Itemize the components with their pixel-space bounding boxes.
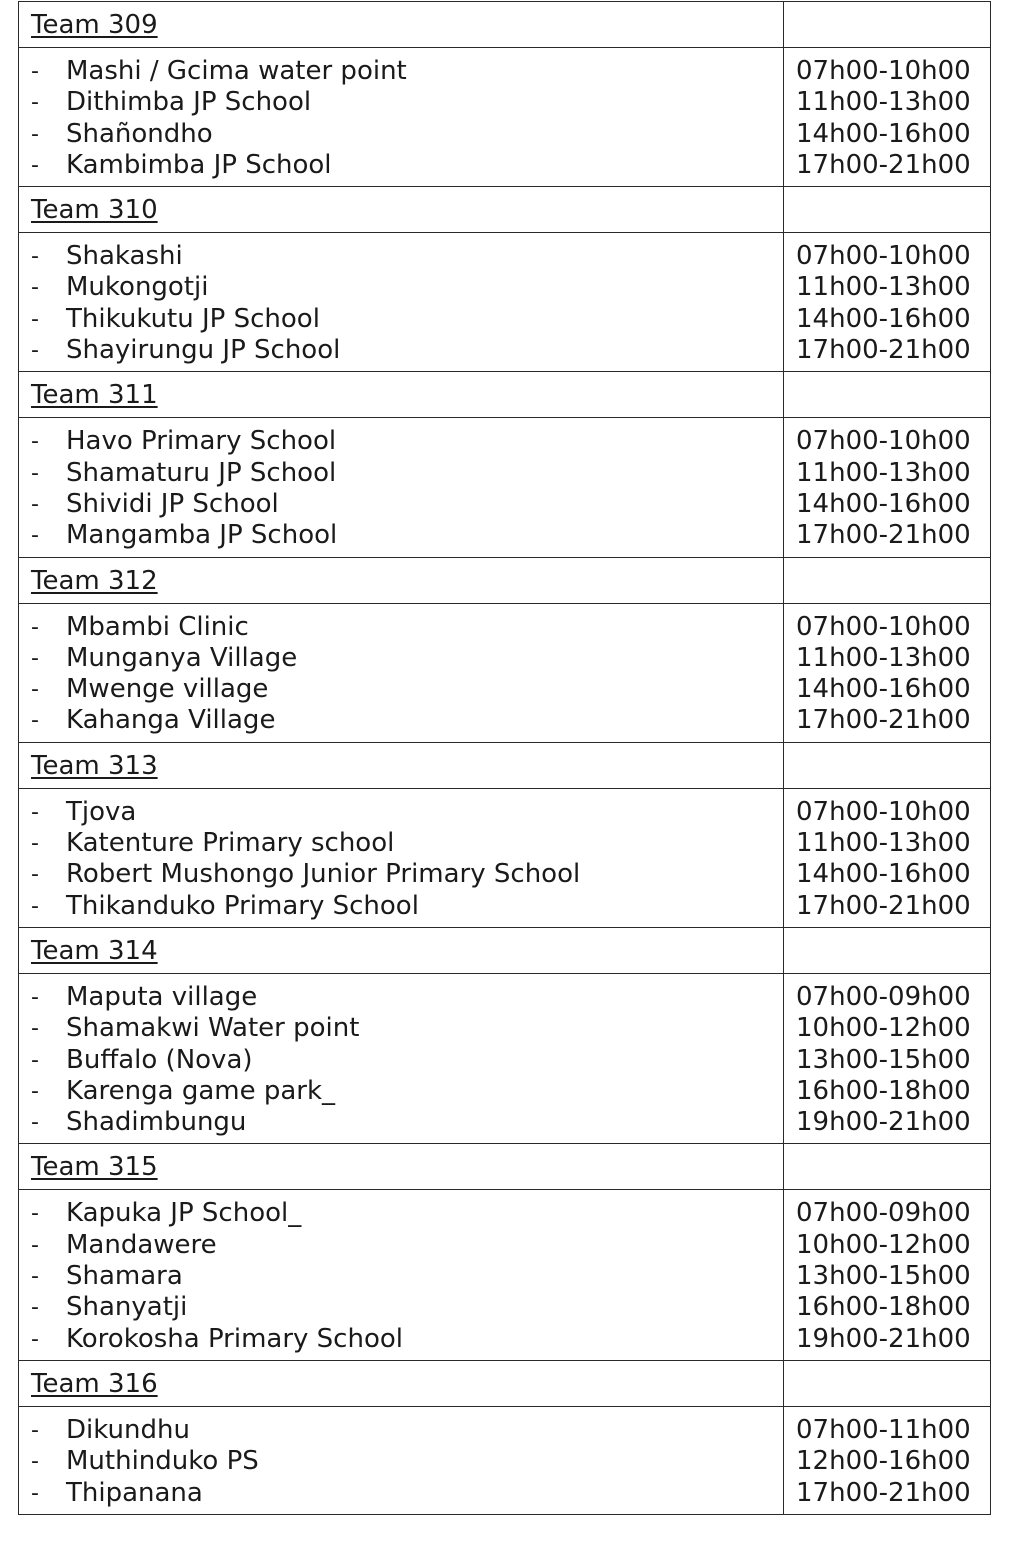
location-item xyxy=(19,272,783,303)
time-slot: 16h00-18h00 xyxy=(796,1075,971,1106)
time-slot: 17h00-21h00 xyxy=(796,1477,971,1508)
location-item xyxy=(19,1107,783,1138)
time-slot: 14h00-16h00 xyxy=(796,303,971,334)
locations-cell xyxy=(19,788,784,927)
team-header-row xyxy=(19,187,991,233)
team-schedule-row xyxy=(19,973,991,1143)
location-item xyxy=(19,119,783,150)
location-name: Maputa village xyxy=(66,981,258,1012)
time-slot: 14h00-16h00 xyxy=(796,118,971,149)
dash-bullet: - xyxy=(31,90,39,116)
location-item xyxy=(19,1446,783,1477)
team-header-row xyxy=(19,2,991,48)
location-name: Mashi / Gcima water point xyxy=(66,56,407,86)
dash-bullet: - xyxy=(31,1078,39,1104)
location-item xyxy=(19,520,783,551)
team-name: Team 311 xyxy=(31,380,158,411)
location-item xyxy=(19,1261,783,1292)
time-slot: 13h00-15h00 xyxy=(796,1261,971,1292)
dash-bullet: - xyxy=(31,1047,39,1073)
team-header-row xyxy=(19,742,991,788)
dash-bullet: - xyxy=(31,1295,39,1321)
times-cell xyxy=(784,973,991,1143)
location-item xyxy=(19,1292,783,1323)
team-header-empty-cell xyxy=(784,2,991,48)
location-name: Havo Primary School xyxy=(66,426,337,457)
time-slot: 07h00-09h00 xyxy=(796,981,971,1012)
time-slot: 14h00-16h00 xyxy=(796,859,971,890)
location-list xyxy=(19,604,783,742)
time-slot: 14h00-16h00 xyxy=(796,488,971,519)
time-slot: 11h00-13h00 xyxy=(796,642,971,673)
time-slot: 07h00-10h00 xyxy=(796,796,971,827)
time-list xyxy=(784,418,990,556)
dash-bullet: - xyxy=(31,677,39,703)
time-list xyxy=(784,1407,990,1514)
location-item xyxy=(19,1415,783,1446)
times-cell xyxy=(784,603,991,742)
location-list xyxy=(19,233,783,371)
location-item xyxy=(19,1198,783,1229)
location-name: Karenga game park_ xyxy=(66,1075,336,1106)
times-cell xyxy=(784,1190,991,1360)
location-item xyxy=(19,643,783,674)
location-item xyxy=(19,56,783,87)
location-name: Muthinduko PS xyxy=(66,1446,259,1477)
time-slot: 13h00-15h00 xyxy=(796,1044,971,1075)
location-name: Shamaturu JP School xyxy=(66,457,337,488)
team-schedule-row xyxy=(19,788,991,927)
time-slot: 12h00-16h00 xyxy=(796,1446,971,1477)
location-item xyxy=(19,982,783,1013)
location-name: Shañondho xyxy=(66,118,213,149)
locations-cell xyxy=(19,603,784,742)
location-name: Shadimbungu xyxy=(66,1107,247,1138)
locations-cell xyxy=(19,973,784,1143)
location-name: Mandawere xyxy=(66,1229,217,1260)
time-list xyxy=(784,48,990,186)
team-header-empty-cell xyxy=(784,742,991,788)
location-name: Dikundhu xyxy=(66,1414,190,1445)
team-name: Team 315 xyxy=(31,1152,158,1183)
dash-bullet: - xyxy=(31,1110,39,1136)
location-list xyxy=(19,48,783,186)
dash-bullet: - xyxy=(31,893,39,919)
location-item xyxy=(19,828,783,859)
time-slot: 07h00-10h00 xyxy=(796,56,971,86)
location-name: Mangamba JP School xyxy=(66,520,338,551)
time-slot: 11h00-13h00 xyxy=(796,272,971,303)
location-item xyxy=(19,458,783,489)
location-item xyxy=(19,1230,783,1261)
location-name: Kapuka JP School_ xyxy=(66,1198,302,1229)
team-name-cell xyxy=(19,927,784,973)
location-list xyxy=(19,974,783,1143)
locations-cell xyxy=(19,418,784,557)
time-slot: 17h00-21h00 xyxy=(796,705,971,736)
time-slot: 19h00-21h00 xyxy=(796,1323,971,1354)
location-name: Mukongotji xyxy=(66,272,209,303)
team-header-empty-cell xyxy=(784,557,991,603)
location-item xyxy=(19,1013,783,1044)
location-item xyxy=(19,335,783,366)
location-item xyxy=(19,1045,783,1076)
time-slot: 11h00-13h00 xyxy=(796,457,971,488)
location-item xyxy=(19,1478,783,1509)
team-header-row xyxy=(19,927,991,973)
team-name: Team 309 xyxy=(31,10,158,40)
location-item xyxy=(19,859,783,890)
dash-bullet: - xyxy=(31,1232,39,1258)
location-item xyxy=(19,304,783,335)
location-item xyxy=(19,150,783,181)
time-slot: 07h00-09h00 xyxy=(796,1198,971,1229)
location-name: Shakashi xyxy=(66,241,183,272)
location-item xyxy=(19,797,783,828)
team-header-empty-cell xyxy=(784,1144,991,1190)
dash-bullet: - xyxy=(31,244,39,270)
team-header-row xyxy=(19,1144,991,1190)
times-cell xyxy=(784,48,991,187)
time-slot: 10h00-12h00 xyxy=(796,1013,971,1044)
dash-bullet: - xyxy=(31,338,39,364)
team-schedule-row xyxy=(19,48,991,187)
location-list xyxy=(19,418,783,556)
locations-cell xyxy=(19,1190,784,1360)
team-header-empty-cell xyxy=(784,1360,991,1406)
location-item xyxy=(19,674,783,705)
time-list xyxy=(784,233,990,371)
dash-bullet: - xyxy=(31,708,39,734)
dash-bullet: - xyxy=(31,523,39,549)
dash-bullet: - xyxy=(31,1201,39,1227)
team-name: Team 313 xyxy=(31,750,158,781)
team-name-cell xyxy=(19,1144,784,1190)
time-slot: 07h00-11h00 xyxy=(796,1414,971,1445)
location-name: Robert Mushongo Junior Primary School xyxy=(66,859,581,890)
dash-bullet: - xyxy=(31,831,39,857)
location-name: Munganya Village xyxy=(66,642,298,673)
dash-bullet: - xyxy=(31,59,39,84)
time-slot: 17h00-21h00 xyxy=(796,520,971,551)
time-slot: 10h00-12h00 xyxy=(796,1229,971,1260)
location-name: Tjova xyxy=(66,796,137,827)
team-schedule-table xyxy=(18,1,991,1515)
team-header-empty-cell xyxy=(784,927,991,973)
location-name: Thipanana xyxy=(66,1477,203,1508)
team-name: Team 312 xyxy=(31,565,158,596)
time-slot: 17h00-21h00 xyxy=(796,149,971,180)
location-name: Dithimba JP School xyxy=(66,87,312,118)
team-header-empty-cell xyxy=(784,187,991,233)
location-name: Mbambi Clinic xyxy=(66,611,249,642)
times-cell xyxy=(784,788,991,927)
location-name: Shamara xyxy=(66,1261,183,1292)
dash-bullet: - xyxy=(31,429,39,455)
time-slot: 19h00-21h00 xyxy=(796,1107,971,1138)
location-list xyxy=(19,789,783,927)
team-name: Team 316 xyxy=(31,1368,158,1399)
locations-cell xyxy=(19,233,784,372)
location-list xyxy=(19,1190,783,1359)
location-item xyxy=(19,891,783,922)
dash-bullet: - xyxy=(31,799,39,825)
location-item xyxy=(19,87,783,118)
schedule-body xyxy=(19,2,991,1515)
times-cell xyxy=(784,1406,991,1514)
time-list xyxy=(784,1190,990,1359)
location-name: Shividi JP School xyxy=(66,488,279,519)
team-header-row xyxy=(19,557,991,603)
time-slot: 07h00-10h00 xyxy=(796,611,971,642)
dash-bullet: - xyxy=(31,1326,39,1352)
location-item xyxy=(19,1076,783,1107)
dash-bullet: - xyxy=(31,614,39,640)
team-schedule-row xyxy=(19,1190,991,1360)
team-name-cell xyxy=(19,187,784,233)
team-header-row xyxy=(19,372,991,418)
time-slot: 07h00-10h00 xyxy=(796,426,971,457)
time-slot: 17h00-21h00 xyxy=(796,335,971,366)
location-item xyxy=(19,426,783,457)
dash-bullet: - xyxy=(31,862,39,888)
locations-cell xyxy=(19,1406,784,1514)
dash-bullet: - xyxy=(31,645,39,671)
location-name: Katenture Primary school xyxy=(66,828,395,859)
time-slot: 14h00-16h00 xyxy=(796,674,971,705)
location-name: Korokosha Primary School xyxy=(66,1323,403,1354)
location-name: Kambimba JP School xyxy=(66,149,332,180)
team-name: Team 310 xyxy=(31,195,158,226)
location-item xyxy=(19,705,783,736)
dash-bullet: - xyxy=(31,1449,39,1475)
location-item xyxy=(19,1324,783,1355)
location-name: Thikukutu JP School xyxy=(66,303,320,334)
time-list xyxy=(784,604,990,742)
time-slot: 16h00-18h00 xyxy=(796,1292,971,1323)
times-cell xyxy=(784,418,991,557)
team-header-row xyxy=(19,1360,991,1406)
locations-cell xyxy=(19,48,784,187)
dash-bullet: - xyxy=(31,1016,39,1042)
team-schedule-row xyxy=(19,603,991,742)
location-list xyxy=(19,1407,783,1514)
location-name: Kahanga Village xyxy=(66,705,276,736)
time-slot: 17h00-21h00 xyxy=(796,890,971,921)
location-name: Shanyatji xyxy=(66,1292,188,1323)
dash-bullet: - xyxy=(31,306,39,332)
team-schedule-row xyxy=(19,1406,991,1514)
dash-bullet: - xyxy=(31,1480,39,1506)
dash-bullet: - xyxy=(31,275,39,301)
dash-bullet: - xyxy=(31,984,39,1010)
location-name: Buffalo (Nova) xyxy=(66,1044,253,1075)
team-name-cell xyxy=(19,372,784,418)
time-slot: 11h00-13h00 xyxy=(796,87,971,118)
time-list xyxy=(784,974,990,1143)
location-name: Mwenge village xyxy=(66,674,269,705)
dash-bullet: - xyxy=(31,460,39,486)
team-name: Team 314 xyxy=(31,935,158,966)
location-name: Shamakwi Water point xyxy=(66,1013,360,1044)
location-item xyxy=(19,241,783,272)
location-item xyxy=(19,489,783,520)
team-header-empty-cell xyxy=(784,372,991,418)
dash-bullet: - xyxy=(31,491,39,517)
time-slot: 07h00-10h00 xyxy=(796,241,971,272)
location-name: Thikanduko Primary School xyxy=(66,890,419,921)
dash-bullet: - xyxy=(31,121,39,147)
dash-bullet: - xyxy=(31,1417,39,1443)
time-slot: 11h00-13h00 xyxy=(796,828,971,859)
team-name-cell xyxy=(19,2,784,48)
dash-bullet: - xyxy=(31,1264,39,1290)
dash-bullet: - xyxy=(31,152,39,178)
team-name-cell xyxy=(19,1360,784,1406)
times-cell xyxy=(784,233,991,372)
team-schedule-row xyxy=(19,418,991,557)
location-name: Shayirungu JP School xyxy=(66,335,341,366)
team-schedule-row xyxy=(19,233,991,372)
time-list xyxy=(784,789,990,927)
team-name-cell xyxy=(19,557,784,603)
location-item xyxy=(19,612,783,643)
team-name-cell xyxy=(19,742,784,788)
